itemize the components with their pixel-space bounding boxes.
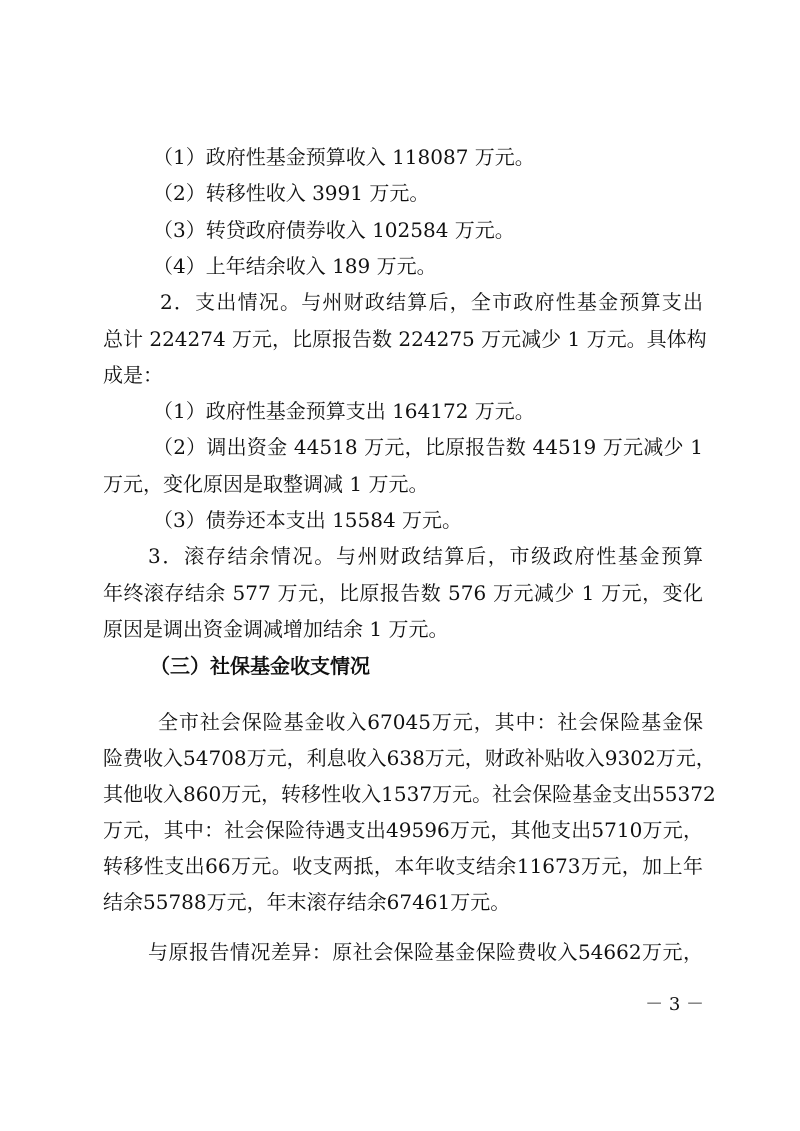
paragraph-line: 全市社会保险基金收入67045万元，其中：社会保险基金保: [158, 710, 703, 734]
paragraph-line: 万元，其中：社会保险待遇支出49596万元，其他支出5710万元，: [103, 818, 703, 842]
paragraph-line: （4）上年结余收入 189 万元。: [153, 254, 437, 278]
page-number: － 3 －: [645, 994, 704, 1015]
paragraph-line: 年终滚存结余 577 万元，比原报告数 576 万元减少 1 万元，变化: [103, 581, 703, 605]
paragraph-line: （1）政府性基金预算支出 164172 万元。: [153, 399, 535, 423]
paragraph-line: 成是：: [103, 363, 163, 387]
paragraph-line: （2）调出资金 44518 万元，比原报告数 44519 万元减少 1: [153, 435, 703, 459]
paragraph-line: 险费收入54708万元，利息收入638万元，财政补贴收入9302万元，: [103, 746, 716, 770]
paragraph-line: 万元，变化原因是取整调减 1 万元。: [103, 472, 429, 496]
paragraph-line: 原因是调出资金调减增加结余 1 万元。: [103, 617, 449, 641]
paragraph-line: （1）政府性基金预算收入 118087 万元。: [153, 145, 535, 169]
paragraph-line: 2．支出情况。与州财政结算后，全市政府性基金预算支出: [160, 290, 703, 314]
paragraph-line: （2）转移性收入 3991 万元。: [153, 181, 430, 205]
paragraph-line: 结余55788万元，年末滚存结余67461万元。: [103, 890, 511, 914]
paragraph-line: （3）转贷政府债券收入 102584 万元。: [153, 218, 515, 242]
paragraph-line: 转移性支出66万元。收支两抵，本年收支结余11673万元，加上年: [103, 854, 703, 878]
section-heading: （三）社保基金收支情况: [150, 654, 370, 678]
paragraph-line: 3．滚存结余情况。与州财政结算后，市级政府性基金预算: [148, 544, 703, 568]
paragraph-line: 总计 224274 万元，比原报告数 224275 万元减少 1 万元。具体构: [103, 327, 707, 351]
paragraph-line: （3）债券还本支出 15584 万元。: [153, 508, 463, 532]
paragraph-line: 其他收入860万元，转移性收入1537万元。社会保险基金支出55372: [103, 782, 716, 806]
paragraph-line: 与原报告情况差异：原社会保险基金保险费收入54662万元，: [148, 940, 703, 964]
